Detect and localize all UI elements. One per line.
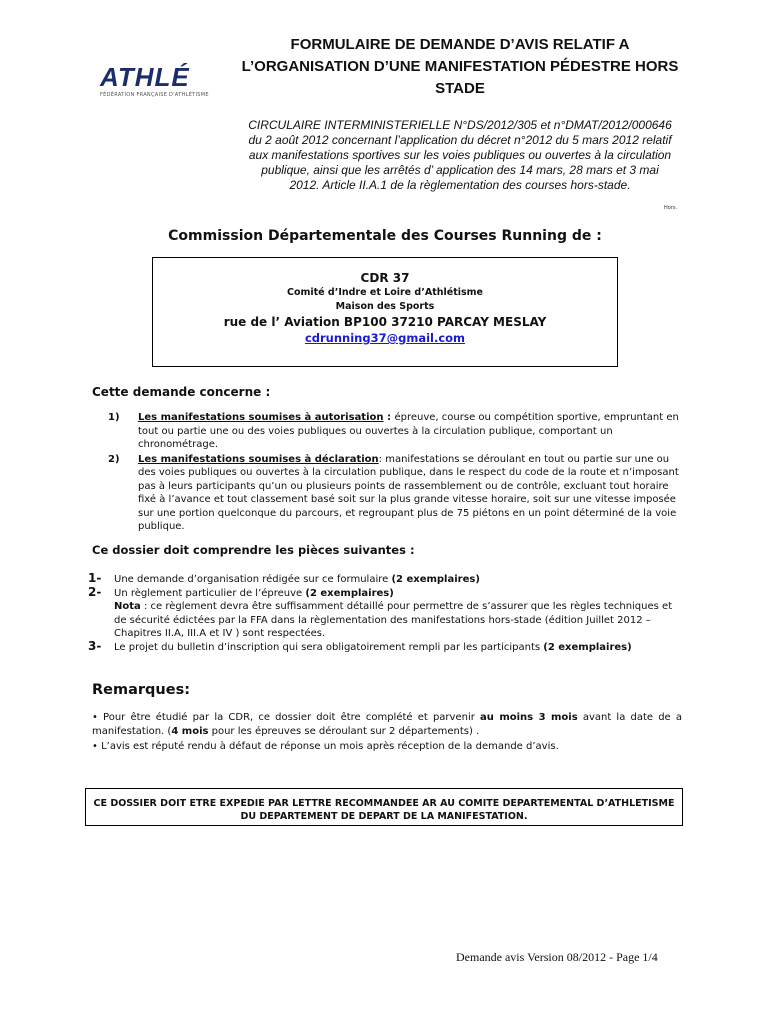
demand-heading: Cette demande concerne : — [92, 385, 271, 399]
cdr-name: CDR 37 — [360, 271, 410, 285]
remarque-bold: au moins 3 mois — [480, 712, 578, 723]
page-footer: Demande avis Version 08/2012 - Page 1/4 — [456, 950, 658, 964]
item-number: 2) — [108, 453, 120, 465]
item-label: Les manifestations soumises à autorisation — [138, 412, 384, 423]
item-label: Les manifestations soumises à déclaration — [138, 453, 379, 465]
demand-list — [108, 411, 684, 535]
item-text: Un règlement particulier de l’épreuve — [114, 587, 306, 599]
logo-text: ATHLÉ — [100, 62, 190, 92]
shipping-notice-box: CE DOSSIER DOIT ETRE EXPEDIE PAR LETTRE RECOMMANDEE AR AU COMITE DEPARTEMENTAL D’ATHLETISME DU DEPARTEMENT DE DEPART DE LA MANIFESTATION. — [85, 788, 683, 826]
item-bold: (2 exemplaires) — [391, 574, 480, 585]
item-text: Le projet du bulletin d’inscription qui sera obligatoirement rempli par les participants — [114, 641, 544, 653]
item-number: 1- — [88, 571, 102, 585]
item-number: 3- — [88, 638, 102, 653]
item-text: manifestations se déroulant en tout ou partie sur une ou des voies publiques ou ouvertes à la circulation publique, dans le respect du code de la route et n’imposant pas à leurs participants qu’un ou plusieurs points de rassemblement ou de contrôle, excluant tout horaire fixé à l’avance et tout classement basé soit sur la plus grande vitesse horaire, soit sur une vitesse imposée sur une portion quelconque du parcours, et regroupant plus de 75 piétons en un point déterminé de la voie publique. — [138, 453, 679, 532]
nota-label: Nota — [114, 601, 141, 612]
nota-text: : ce règlement devra être suffisamment détaillé pour permettre de s’assurer que les règles techniques et de sécurité édictées par la FFA dans la règlementation des manifestations hors-stade (édition Juillet 2012 – Chapitres II.A, III.A et IV ) sont respectées. — [114, 601, 673, 639]
remarque-1 — [92, 711, 682, 739]
item-text: Une demande d’organisation rédigée sur ce formulaire — [114, 574, 392, 585]
cdr-committee: Comité d’Indre et Loire d’Athlétisme — [286, 287, 483, 298]
cdr-house: Maison des Sports — [335, 301, 435, 312]
list-item — [108, 453, 684, 534]
item-number: 2- — [88, 584, 102, 599]
item-text: épreuve, course ou compétition sportive, empruntant en tout ou partie une ou des voies publiques ou ouvertes à la circulation publique, comportant un chronométrage. — [138, 412, 679, 450]
item-sep: : — [378, 453, 386, 465]
cdr-address: rue de l’ Aviation BP100 37210 PARCAY MESLAY — [223, 315, 547, 329]
cdr-email-link[interactable]: cdrunning37@gmail.com — [304, 331, 466, 345]
remarque-text: • Pour être étudié par la CDR, ce dossier doit être complété et parvenir — [92, 712, 480, 723]
item-sep: : — [383, 412, 395, 423]
hors-note: Hors. — [664, 205, 678, 211]
list-item — [108, 411, 684, 452]
cdr-contact-box — [152, 257, 618, 367]
circulaire-text: CIRCULAIRE INTERMINISTERIELLE N°DS/2012/305 et n°DMAT/2012/000646 du 2 août 2012 concernant l’application du décret n°2012 du 5 mars 2012 relatif aux manifestations sportives sur les voies publiques ou ouvertes à la circulation publique, ainsi que les arrêtés d’ application des 14 mars, 28 mars et 3 mai 2012. Article II.A.1 de la règlementation des courses hors-stade. — [248, 118, 672, 192]
dossier-list — [88, 573, 684, 654]
list-item — [88, 584, 684, 641]
list-item — [88, 638, 684, 655]
item-bold: (2 exemplaires) — [305, 587, 394, 599]
item-bold: (2 exemplaires) — [543, 641, 632, 653]
dossier-heading: Ce dossier doit comprendre les pièces suivantes : — [92, 543, 415, 557]
remarque-text: avant la date de a manifestation. ( — [92, 712, 682, 737]
item-number: 1) — [108, 412, 120, 423]
logo-subtitle: FÉDÉRATION FRANÇAISE D'ATHLÉTISME — [100, 92, 209, 98]
document-title: FORMULAIRE DE DEMANDE D’AVIS RELATIF A L’ORGANISATION D’UNE MANIFESTATION PÉDESTRE HORS STADE — [241, 36, 679, 97]
remarque-text: pour les épreuves se déroulant sur 2 départements) . — [208, 726, 480, 737]
list-item — [88, 573, 684, 587]
athle-logo — [100, 64, 230, 104]
commission-heading: Commission Départementale des Courses Running de : — [168, 228, 602, 244]
remarque-bold: 4 mois — [171, 726, 209, 737]
remarques-heading: Remarques: — [92, 682, 191, 698]
remarque-2: • L’avis est réputé rendu à défaut de réponse un mois après réception de la demande d’avis. — [92, 741, 559, 752]
